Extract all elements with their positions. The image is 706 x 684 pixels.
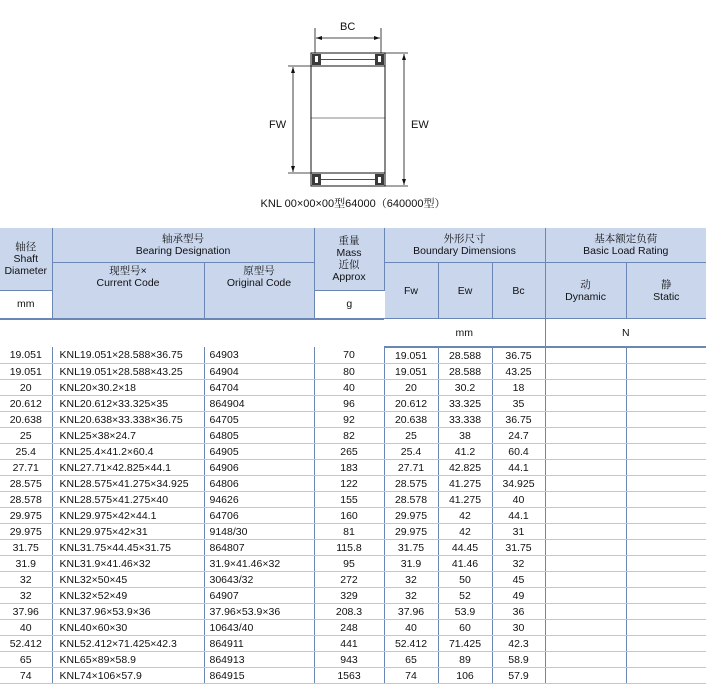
header-load-cn: 基本额定负荷 <box>594 233 658 245</box>
cell-dynamic <box>545 476 626 492</box>
cell-dynamic <box>545 364 626 380</box>
cell-static <box>626 540 706 556</box>
cell-original-code: 64905 <box>204 444 314 460</box>
cell-shaft-diameter: 52.412 <box>0 636 52 652</box>
cell-shaft-diameter: 20 <box>0 380 52 396</box>
cell-dynamic <box>545 508 626 524</box>
cell-bc: 57.9 <box>492 668 545 684</box>
cell-ew: 42.825 <box>438 460 492 476</box>
table-row <box>0 476 706 492</box>
table-row <box>0 444 706 460</box>
cell-static <box>626 476 706 492</box>
unit-boundary: mm <box>384 319 545 348</box>
cell-original-code: 31.9×41.46×32 <box>204 556 314 572</box>
cell-bc: 30 <box>492 620 545 636</box>
cell-static <box>626 604 706 620</box>
cell-mass: 115.8 <box>314 540 384 556</box>
header-shaft-diameter <box>0 228 52 290</box>
cell-shaft-diameter: 29.975 <box>0 508 52 524</box>
cell-dynamic <box>545 620 626 636</box>
header-current-spacer <box>52 290 204 319</box>
cell-dynamic <box>545 668 626 684</box>
cell-ew: 50 <box>438 572 492 588</box>
cell-shaft-diameter: 32 <box>0 588 52 604</box>
unit-spacer <box>0 319 384 348</box>
cell-fw: 31.75 <box>384 540 438 556</box>
table-row <box>0 508 706 524</box>
header-shaft-cn: 轴径 <box>15 240 37 253</box>
cell-original-code: 30643/32 <box>204 572 314 588</box>
cell-dynamic <box>545 380 626 396</box>
header-boundary-en: Boundary Dimensions <box>413 245 516 257</box>
unit-shaft: mm <box>0 290 52 319</box>
cell-ew: 28.588 <box>438 347 492 364</box>
table-row <box>0 588 706 604</box>
header-bearing-designation <box>52 228 314 263</box>
cell-mass: 81 <box>314 524 384 540</box>
cell-fw: 28.575 <box>384 476 438 492</box>
header-original-cn: 原型号 <box>243 264 275 277</box>
cell-ew: 33.325 <box>438 396 492 412</box>
cell-bc: 36 <box>492 604 545 620</box>
header-mass <box>314 228 384 290</box>
cell-dynamic <box>545 460 626 476</box>
cell-mass: 329 <box>314 588 384 604</box>
cell-mass: 943 <box>314 652 384 668</box>
cell-dynamic <box>545 636 626 652</box>
bearing-drawing <box>0 0 706 228</box>
table-row <box>0 347 706 364</box>
cell-original-code: 864807 <box>204 540 314 556</box>
cell-original-code: 64903 <box>204 347 314 364</box>
cell-mass: 441 <box>314 636 384 652</box>
cell-bc: 34.925 <box>492 476 545 492</box>
drawing-caption: KNL 00×00×00型64000（640000型） <box>260 198 446 210</box>
table-row <box>0 460 706 476</box>
cell-ew: 53.9 <box>438 604 492 620</box>
table-row <box>0 396 706 412</box>
table-row <box>0 556 706 572</box>
cell-static <box>626 364 706 380</box>
table-row <box>0 364 706 380</box>
cell-mass: 1563 <box>314 668 384 684</box>
cell-original-code: 9148/30 <box>204 524 314 540</box>
cell-bc: 24.7 <box>492 428 545 444</box>
cell-shaft-diameter: 20.612 <box>0 396 52 412</box>
cell-current-code: KNL20×30.2×18 <box>52 380 204 396</box>
cell-dynamic <box>545 604 626 620</box>
header-static-cn: 静 <box>661 278 672 291</box>
cell-original-code: 64704 <box>204 380 314 396</box>
cell-current-code: KNL37.96×53.9×36 <box>52 604 204 620</box>
cell-ew: 89 <box>438 652 492 668</box>
cell-current-code: KNL32×52×49 <box>52 588 204 604</box>
cell-static <box>626 572 706 588</box>
cell-ew: 44.45 <box>438 540 492 556</box>
cell-dynamic <box>545 412 626 428</box>
cell-bc: 18 <box>492 380 545 396</box>
cell-static <box>626 668 706 684</box>
header-original-code <box>204 263 314 291</box>
cell-current-code: KNL19.051×28.588×43.25 <box>52 364 204 380</box>
cell-mass: 272 <box>314 572 384 588</box>
cell-fw: 25 <box>384 428 438 444</box>
cell-fw: 32 <box>384 588 438 604</box>
cell-dynamic <box>545 444 626 460</box>
cell-shaft-diameter: 31.9 <box>0 556 52 572</box>
table-row <box>0 668 706 684</box>
table-row <box>0 524 706 540</box>
cell-fw: 40 <box>384 620 438 636</box>
cell-fw: 65 <box>384 652 438 668</box>
bc-label: BC <box>340 21 356 33</box>
cell-ew: 71.425 <box>438 636 492 652</box>
cell-current-code: KNL40×60×30 <box>52 620 204 636</box>
header-mass-cn: 重量 <box>338 234 360 247</box>
cell-fw: 37.96 <box>384 604 438 620</box>
cell-current-code: KNL32×50×45 <box>52 572 204 588</box>
cell-fw: 74 <box>384 668 438 684</box>
cell-current-code: KNL29.975×42×44.1 <box>52 508 204 524</box>
cell-ew: 52 <box>438 588 492 604</box>
cell-original-code: 64906 <box>204 460 314 476</box>
table-row <box>0 412 706 428</box>
cell-mass: 80 <box>314 364 384 380</box>
table-body <box>0 347 706 684</box>
cell-ew: 41.275 <box>438 492 492 508</box>
cell-current-code: KNL19.051×28.588×36.75 <box>52 347 204 364</box>
cell-fw: 20 <box>384 380 438 396</box>
header-dynamic-en: Dynamic <box>565 290 606 303</box>
cell-current-code: KNL31.9×41.46×32 <box>52 556 204 572</box>
cell-bc: 31.75 <box>492 540 545 556</box>
cell-bc: 44.1 <box>492 508 545 524</box>
cell-dynamic <box>545 396 626 412</box>
cell-current-code: KNL29.975×42×31 <box>52 524 204 540</box>
table-row <box>0 492 706 508</box>
cell-static <box>626 428 706 444</box>
cell-fw: 20.638 <box>384 412 438 428</box>
cell-ew: 33.338 <box>438 412 492 428</box>
cell-dynamic <box>545 572 626 588</box>
table-row <box>0 636 706 652</box>
cell-fw: 29.975 <box>384 524 438 540</box>
cell-ew: 30.2 <box>438 380 492 396</box>
cell-dynamic <box>545 588 626 604</box>
cell-bc: 40 <box>492 492 545 508</box>
cell-ew: 41.46 <box>438 556 492 572</box>
cell-bc: 45 <box>492 572 545 588</box>
cell-static <box>626 524 706 540</box>
header-shaft-en2: Diameter <box>4 264 48 277</box>
cell-current-code: KNL74×106×57.9 <box>52 668 204 684</box>
cell-static <box>626 396 706 412</box>
bearing-table <box>0 228 706 684</box>
cell-fw: 27.71 <box>384 460 438 476</box>
cell-original-code: 64705 <box>204 412 314 428</box>
cell-static <box>626 460 706 476</box>
cell-static <box>626 444 706 460</box>
header-load-rating <box>545 228 706 263</box>
cell-fw: 20.612 <box>384 396 438 412</box>
cell-shaft-diameter: 74 <box>0 668 52 684</box>
cell-static <box>626 636 706 652</box>
cell-ew: 106 <box>438 668 492 684</box>
cell-current-code: KNL28.575×41.275×34.925 <box>52 476 204 492</box>
header-dynamic-cn: 动 <box>580 278 591 291</box>
cell-ew: 28.588 <box>438 364 492 380</box>
cell-mass: 95 <box>314 556 384 572</box>
header-current-cn: 现型号× <box>109 264 147 277</box>
table-row <box>0 620 706 636</box>
cell-mass: 122 <box>314 476 384 492</box>
cell-shaft-diameter: 19.051 <box>0 347 52 364</box>
cell-fw: 32 <box>384 572 438 588</box>
cell-dynamic <box>545 556 626 572</box>
cell-shaft-diameter: 27.71 <box>0 460 52 476</box>
cell-ew: 42 <box>438 524 492 540</box>
cell-shaft-diameter: 25.4 <box>0 444 52 460</box>
cell-current-code: KNL27.71×42.825×44.1 <box>52 460 204 476</box>
cell-mass: 155 <box>314 492 384 508</box>
cell-current-code: KNL25×38×24.7 <box>52 428 204 444</box>
cell-bc: 42.3 <box>492 636 545 652</box>
header-shaft-en1: Shaft <box>13 252 39 265</box>
cell-mass: 92 <box>314 412 384 428</box>
cell-mass: 40 <box>314 380 384 396</box>
bearing-table-wrapper <box>0 228 706 684</box>
cell-current-code: KNL25.4×41.2×60.4 <box>52 444 204 460</box>
cell-bc: 49 <box>492 588 545 604</box>
cell-static <box>626 380 706 396</box>
cell-mass: 183 <box>314 460 384 476</box>
header-boundary-cn: 外形尺寸 <box>443 233 486 245</box>
cell-dynamic <box>545 492 626 508</box>
cell-bc: 36.75 <box>492 412 545 428</box>
cell-bc: 58.9 <box>492 652 545 668</box>
cell-bc: 60.4 <box>492 444 545 460</box>
cell-dynamic <box>545 524 626 540</box>
cell-mass: 96 <box>314 396 384 412</box>
cell-shaft-diameter: 32 <box>0 572 52 588</box>
cell-shaft-diameter: 19.051 <box>0 364 52 380</box>
cell-mass: 82 <box>314 428 384 444</box>
cell-ew: 41.275 <box>438 476 492 492</box>
cell-shaft-diameter: 28.578 <box>0 492 52 508</box>
cell-fw: 31.9 <box>384 556 438 572</box>
table-row <box>0 652 706 668</box>
cell-ew: 38 <box>438 428 492 444</box>
cell-original-code: 10643/40 <box>204 620 314 636</box>
cell-fw: 19.051 <box>384 364 438 380</box>
cell-fw: 25.4 <box>384 444 438 460</box>
cell-original-code: 64806 <box>204 476 314 492</box>
header-load-en: Basic Load Rating <box>583 245 669 257</box>
cell-mass: 208.3 <box>314 604 384 620</box>
header-original-en: Original Code <box>226 276 292 289</box>
cell-fw: 29.975 <box>384 508 438 524</box>
cell-original-code: 864911 <box>204 636 314 652</box>
header-bc: Bc <box>492 263 545 319</box>
cell-mass: 248 <box>314 620 384 636</box>
cell-original-code: 64805 <box>204 428 314 444</box>
cell-current-code: KNL52.412×71.425×42.3 <box>52 636 204 652</box>
unit-load: N <box>545 319 706 348</box>
header-original-spacer <box>204 290 314 319</box>
cell-shaft-diameter: 37.96 <box>0 604 52 620</box>
table-row <box>0 540 706 556</box>
table-row <box>0 572 706 588</box>
table-row <box>0 380 706 396</box>
cell-bc: 43.25 <box>492 364 545 380</box>
cell-shaft-diameter: 29.975 <box>0 524 52 540</box>
cell-original-code: 37.96×53.9×36 <box>204 604 314 620</box>
cell-ew: 41.2 <box>438 444 492 460</box>
cell-ew: 60 <box>438 620 492 636</box>
header-designation-cn: 轴承型号 <box>162 233 204 245</box>
cell-static <box>626 508 706 524</box>
unit-mass: g <box>314 290 384 319</box>
cell-static <box>626 492 706 508</box>
cell-shaft-diameter: 65 <box>0 652 52 668</box>
header-designation-en: Bearing Designation <box>135 245 231 257</box>
table-row <box>0 428 706 444</box>
cell-current-code: KNL65×89×58.9 <box>52 652 204 668</box>
cell-original-code: 64907 <box>204 588 314 604</box>
cell-current-code: KNL31.75×44.45×31.75 <box>52 540 204 556</box>
cell-bc: 44.1 <box>492 460 545 476</box>
header-current-en: Current Code <box>96 276 160 289</box>
cell-original-code: 864913 <box>204 652 314 668</box>
cell-dynamic <box>545 428 626 444</box>
cell-fw: 28.578 <box>384 492 438 508</box>
header-boundary-dimensions <box>384 228 545 263</box>
cell-current-code: KNL28.575×41.275×40 <box>52 492 204 508</box>
cell-original-code: 864915 <box>204 668 314 684</box>
cell-static <box>626 556 706 572</box>
cell-shaft-diameter: 25 <box>0 428 52 444</box>
cell-fw: 19.051 <box>384 347 438 364</box>
cell-dynamic <box>545 652 626 668</box>
cell-shaft-diameter: 28.575 <box>0 476 52 492</box>
cell-fw: 52.412 <box>384 636 438 652</box>
header-mass-en2: Approx <box>332 270 366 283</box>
cell-mass: 265 <box>314 444 384 460</box>
header-ew: Ew <box>438 263 492 319</box>
cell-current-code: KNL20.638×33.338×36.75 <box>52 412 204 428</box>
table-row <box>0 604 706 620</box>
fw-label: FW <box>269 119 287 131</box>
cell-bc: 32 <box>492 556 545 572</box>
header-static <box>626 263 706 319</box>
cell-static <box>626 412 706 428</box>
cell-shaft-diameter: 31.75 <box>0 540 52 556</box>
cell-ew: 42 <box>438 508 492 524</box>
header-dynamic <box>545 263 626 319</box>
cell-dynamic <box>545 540 626 556</box>
cell-mass: 70 <box>314 347 384 364</box>
cell-bc: 35 <box>492 396 545 412</box>
cell-static <box>626 588 706 604</box>
cell-shaft-diameter: 20.638 <box>0 412 52 428</box>
cell-bc: 36.75 <box>492 347 545 364</box>
cell-static <box>626 347 706 364</box>
cell-dynamic <box>545 347 626 364</box>
cell-shaft-diameter: 40 <box>0 620 52 636</box>
ew-label: EW <box>411 119 429 131</box>
cell-current-code: KNL20.612×33.325×35 <box>52 396 204 412</box>
header-mass-en1: Mass <box>336 246 362 259</box>
cell-static <box>626 652 706 668</box>
cell-original-code: 64706 <box>204 508 314 524</box>
cell-mass: 160 <box>314 508 384 524</box>
header-fw: Fw <box>384 263 438 319</box>
header-mass-cn2: 近似 <box>338 258 360 271</box>
cell-original-code: 864904 <box>204 396 314 412</box>
header-static-en: Static <box>653 290 680 303</box>
cell-original-code: 64904 <box>204 364 314 380</box>
cell-original-code: 94626 <box>204 492 314 508</box>
cell-static <box>626 620 706 636</box>
cell-bc: 31 <box>492 524 545 540</box>
header-current-code <box>52 263 204 291</box>
